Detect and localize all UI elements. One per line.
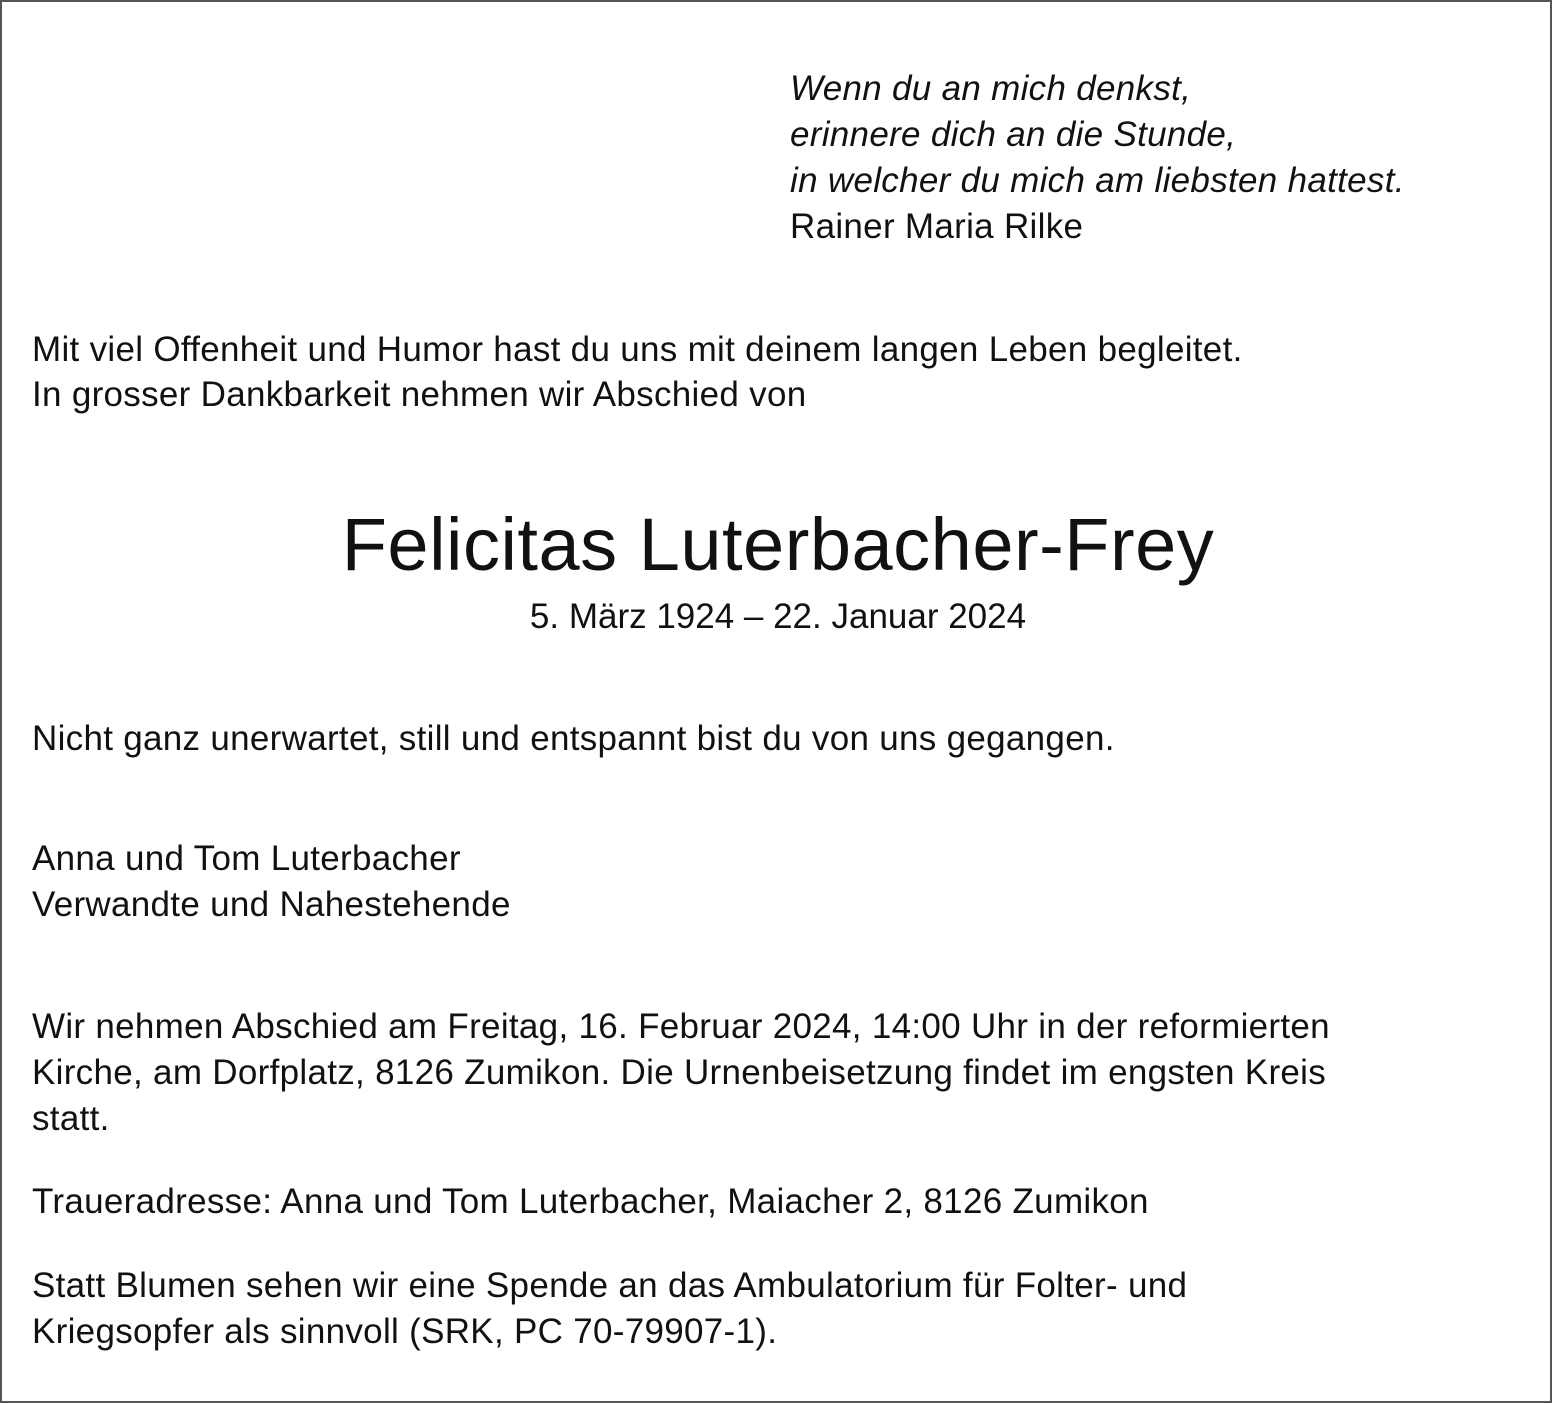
mourner-line-1: Anna und Tom Luterbacher <box>32 839 461 878</box>
quote-line-2: erinnere dich an die Stunde, <box>790 115 1237 154</box>
life-dates: 5. März 1924 – 22. Januar 2024 <box>529 597 1027 636</box>
donation-line-2: Kriegsopfer als sinnvoll (SRK, PC 70-79907-1). <box>32 1312 778 1351</box>
ceremony-line-1: Wir nehmen Abschied am Freitag, 16. Februar 2024, 14:00 Uhr in der reformierten <box>32 1007 1330 1046</box>
passing-text: Nicht ganz unerwartet, still und entspannt bist du von uns gegangen. <box>32 719 1115 758</box>
quote-line-3: in welcher du mich am liebsten hattest. <box>790 161 1405 200</box>
donation-line-1: Statt Blumen sehen wir eine Spende an das Ambulatorium für Folter- und <box>32 1266 1188 1305</box>
quote-author: Rainer Maria Rilke <box>790 207 1084 246</box>
intro-line-2: In grosser Dankbarkeit nehmen wir Abschied von <box>32 375 807 414</box>
mourning-address: Traueradresse: Anna und Tom Luterbacher, Maiacher 2, 8126 Zumikon <box>32 1182 1149 1221</box>
mourner-line-2: Verwandte und Nahestehende <box>32 885 511 924</box>
ceremony-line-2: Kirche, am Dorfplatz, 8126 Zumikon. Die Urnenbeisetzung findet im engsten Kreis <box>32 1053 1327 1092</box>
intro-line-1: Mit viel Offenheit und Humor hast du uns mit deinem langen Leben begleitet. <box>32 330 1243 369</box>
ceremony-line-3: statt. <box>32 1099 110 1138</box>
quote-line-1: Wenn du an mich denkst, <box>790 69 1192 108</box>
deceased-name: Felicitas Luterbacher-Frey <box>341 503 1215 586</box>
